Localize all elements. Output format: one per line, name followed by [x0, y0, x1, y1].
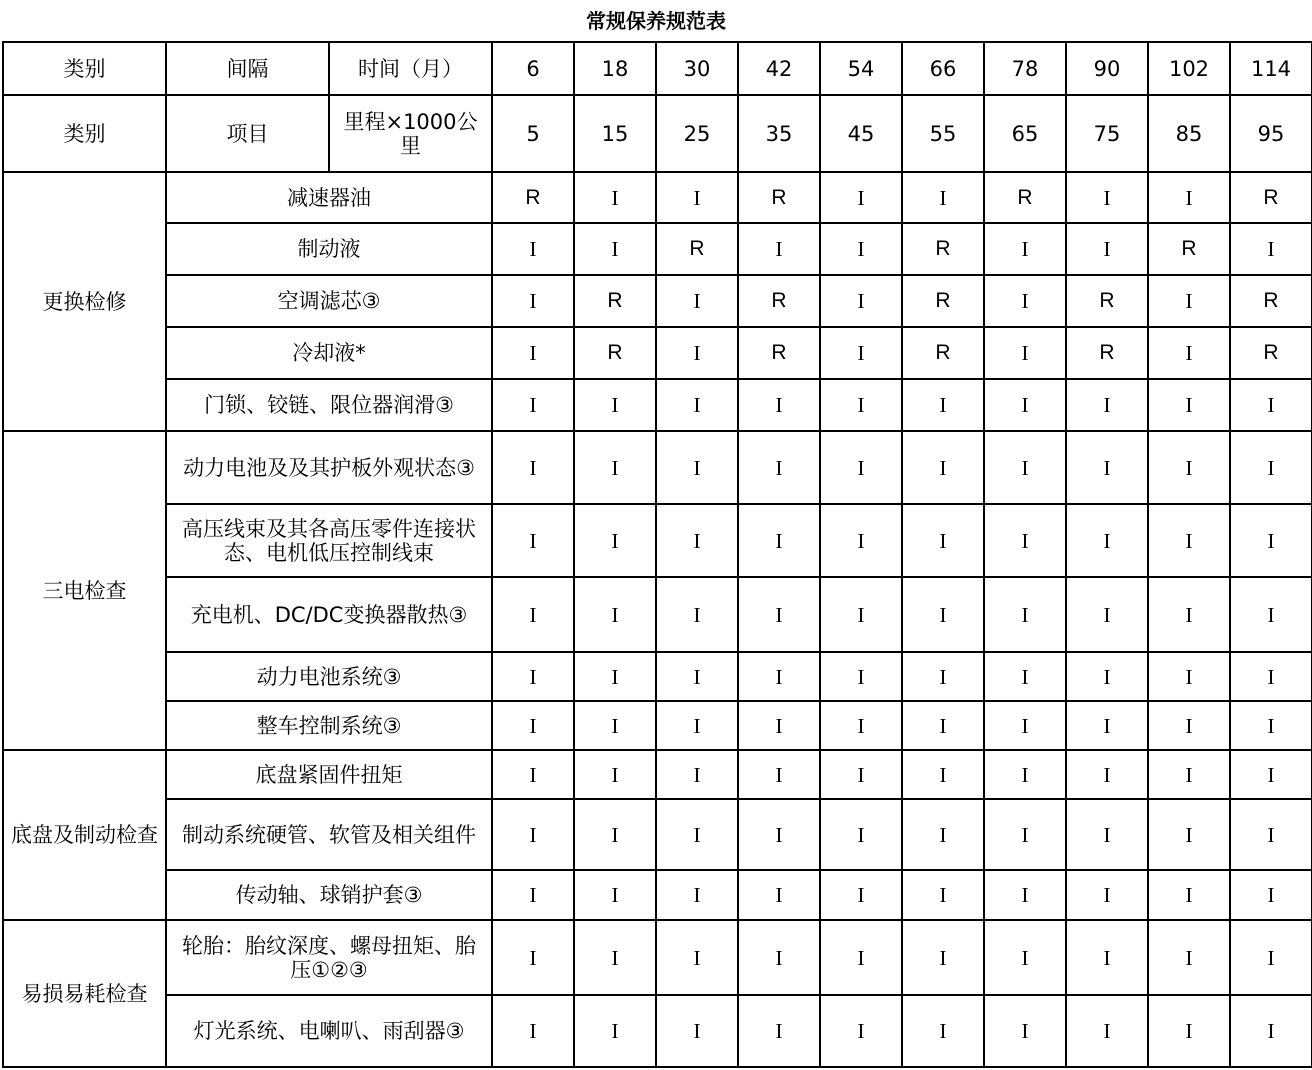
header-category-label: 类别: [3, 42, 166, 95]
mark-cell: I: [656, 431, 738, 504]
mark-cell: I: [574, 750, 656, 799]
mark-cell: I: [1148, 379, 1230, 431]
mark-cell: R: [902, 275, 984, 327]
header-interval-label: 项目: [166, 95, 329, 172]
mark-cell: R: [738, 327, 820, 379]
mark-cell: I: [902, 799, 984, 870]
table-row: [3, 870, 1312, 920]
mark-cell: I: [656, 379, 738, 431]
mark-cell: I: [1230, 870, 1312, 920]
header-interval-value: 55: [902, 95, 984, 172]
maintenance-table: [2, 41, 1312, 1068]
mark-cell: I: [574, 172, 656, 223]
header-row: [3, 42, 1312, 95]
mark-cell: I: [984, 275, 1066, 327]
mark-cell: I: [820, 701, 902, 750]
mark-cell: I: [902, 920, 984, 995]
mark-cell: I: [1230, 799, 1312, 870]
mark-cell: I: [1230, 504, 1312, 577]
mark-cell: I: [1230, 995, 1312, 1067]
table-row: [3, 652, 1312, 701]
mark-cell: I: [984, 577, 1066, 652]
item-cell: 减速器油: [166, 172, 492, 223]
mark-cell: I: [492, 379, 574, 431]
mark-cell: R: [902, 223, 984, 275]
mark-cell: I: [656, 327, 738, 379]
mark-cell: I: [902, 577, 984, 652]
table-row: [3, 995, 1312, 1067]
mark-cell: I: [984, 223, 1066, 275]
header-interval-value: 95: [1230, 95, 1312, 172]
mark-cell: I: [820, 870, 902, 920]
header-category-label: 类别: [3, 95, 166, 172]
header-time-label: 时间（月）: [329, 42, 492, 95]
table-row: [3, 750, 1312, 799]
mark-cell: I: [1148, 750, 1230, 799]
mark-cell: R: [574, 275, 656, 327]
mark-cell: I: [1148, 431, 1230, 504]
header-interval-value: 90: [1066, 42, 1148, 95]
mark-cell: I: [1148, 504, 1230, 577]
mark-cell: I: [492, 327, 574, 379]
mark-cell: R: [1148, 223, 1230, 275]
mark-cell: I: [1148, 577, 1230, 652]
mark-cell: I: [492, 870, 574, 920]
item-cell: 底盘紧固件扭矩: [166, 750, 492, 799]
mark-cell: I: [1066, 995, 1148, 1067]
mark-cell: I: [984, 701, 1066, 750]
mark-cell: I: [902, 701, 984, 750]
item-cell: 动力电池系统③: [166, 652, 492, 701]
item-cell: 冷却液*: [166, 327, 492, 379]
header-interval-value: 75: [1066, 95, 1148, 172]
mark-cell: I: [1066, 172, 1148, 223]
category-cell: 三电检查: [3, 431, 166, 750]
mark-cell: I: [1066, 652, 1148, 701]
header-interval-value: 35: [738, 95, 820, 172]
mark-cell: I: [492, 504, 574, 577]
mark-cell: I: [984, 750, 1066, 799]
mark-cell: I: [656, 275, 738, 327]
mark-cell: I: [738, 750, 820, 799]
mark-cell: R: [1066, 327, 1148, 379]
mark-cell: I: [820, 577, 902, 652]
mark-cell: I: [902, 431, 984, 504]
mark-cell: I: [1230, 701, 1312, 750]
header-interval-label: 间隔: [166, 42, 329, 95]
mark-cell: I: [492, 275, 574, 327]
mark-cell: I: [1230, 577, 1312, 652]
item-cell: 门锁、铰链、限位器润滑③: [166, 379, 492, 431]
header-interval-value: 66: [902, 42, 984, 95]
item-cell: 动力电池及及其护板外观状态③: [166, 431, 492, 504]
item-cell: 制动系统硬管、软管及相关组件: [166, 799, 492, 870]
table-row: [3, 327, 1312, 379]
header-interval-value: 65: [984, 95, 1066, 172]
mark-cell: I: [738, 920, 820, 995]
category-cell: 易损易耗检查: [3, 920, 166, 1067]
header-interval-value: 85: [1148, 95, 1230, 172]
header-interval-value: 45: [820, 95, 902, 172]
mark-cell: I: [984, 652, 1066, 701]
mark-cell: I: [656, 799, 738, 870]
header-interval-value: 78: [984, 42, 1066, 95]
mark-cell: I: [1148, 995, 1230, 1067]
item-cell: 传动轴、球销护套③: [166, 870, 492, 920]
mark-cell: I: [492, 431, 574, 504]
mark-cell: I: [820, 431, 902, 504]
mark-cell: I: [574, 431, 656, 504]
mark-cell: I: [1230, 223, 1312, 275]
mark-cell: I: [902, 172, 984, 223]
mark-cell: I: [1066, 223, 1148, 275]
mark-cell: I: [492, 750, 574, 799]
mark-cell: I: [656, 701, 738, 750]
mark-cell: I: [656, 652, 738, 701]
mark-cell: I: [902, 750, 984, 799]
header-interval-value: 54: [820, 42, 902, 95]
table-title: 常规保养规范表: [586, 9, 726, 33]
mark-cell: I: [492, 223, 574, 275]
header-interval-value: 5: [492, 95, 574, 172]
mark-cell: I: [820, 275, 902, 327]
mark-cell: I: [656, 870, 738, 920]
mark-cell: R: [902, 327, 984, 379]
mark-cell: I: [1066, 504, 1148, 577]
mark-cell: I: [492, 920, 574, 995]
mark-cell: I: [1066, 577, 1148, 652]
item-cell: 灯光系统、电喇叭、雨刮器③: [166, 995, 492, 1067]
header-interval-value: 25: [656, 95, 738, 172]
mark-cell: R: [1066, 275, 1148, 327]
header-interval-value: 18: [574, 42, 656, 95]
table-row: [3, 701, 1312, 750]
table-row: [3, 431, 1312, 504]
mark-cell: R: [738, 275, 820, 327]
header-interval-value: 42: [738, 42, 820, 95]
mark-cell: I: [820, 750, 902, 799]
table-row: [3, 275, 1312, 327]
mark-cell: I: [1066, 379, 1148, 431]
item-cell: 制动液: [166, 223, 492, 275]
mark-cell: I: [1148, 172, 1230, 223]
table-row: [3, 223, 1312, 275]
mark-cell: I: [574, 652, 656, 701]
mark-cell: I: [820, 995, 902, 1067]
mark-cell: I: [1230, 431, 1312, 504]
mark-cell: I: [1066, 870, 1148, 920]
header-interval-value: 114: [1230, 42, 1312, 95]
mark-cell: I: [820, 223, 902, 275]
mark-cell: R: [1230, 275, 1312, 327]
mark-cell: I: [492, 577, 574, 652]
mark-cell: R: [984, 172, 1066, 223]
table-row: [3, 799, 1312, 870]
header-interval-value: 6: [492, 42, 574, 95]
mark-cell: I: [1148, 275, 1230, 327]
mark-cell: R: [1230, 327, 1312, 379]
mark-cell: I: [820, 504, 902, 577]
mark-cell: I: [738, 223, 820, 275]
mark-cell: I: [492, 995, 574, 1067]
mark-cell: I: [574, 577, 656, 652]
item-cell: 轮胎：胎纹深度、螺母扭矩、胎压①②③: [166, 920, 492, 995]
mark-cell: I: [574, 223, 656, 275]
mark-cell: R: [656, 223, 738, 275]
mark-cell: I: [1066, 701, 1148, 750]
mark-cell: I: [984, 920, 1066, 995]
table-row: [3, 504, 1312, 577]
mark-cell: I: [1066, 431, 1148, 504]
mark-cell: I: [1230, 750, 1312, 799]
mark-cell: I: [574, 379, 656, 431]
mark-cell: I: [820, 172, 902, 223]
mark-cell: I: [656, 172, 738, 223]
mark-cell: I: [492, 701, 574, 750]
mark-cell: I: [1066, 799, 1148, 870]
header-mileage-label: 里程×1000公里: [329, 95, 492, 172]
mark-cell: I: [902, 995, 984, 1067]
mark-cell: I: [984, 504, 1066, 577]
mark-cell: I: [1066, 750, 1148, 799]
mark-cell: I: [902, 504, 984, 577]
table-row: [3, 577, 1312, 652]
item-cell: 高压线束及其各高压零件连接状态、电机低压控制线束: [166, 504, 492, 577]
mark-cell: I: [656, 995, 738, 1067]
mark-cell: I: [984, 995, 1066, 1067]
mark-cell: I: [1148, 652, 1230, 701]
mark-cell: I: [738, 431, 820, 504]
mark-cell: I: [738, 504, 820, 577]
mark-cell: I: [1066, 920, 1148, 995]
mark-cell: I: [656, 504, 738, 577]
mark-cell: I: [738, 799, 820, 870]
header-interval-value: 102: [1148, 42, 1230, 95]
category-cell: 更换检修: [3, 172, 166, 431]
mark-cell: I: [902, 379, 984, 431]
mark-cell: I: [902, 652, 984, 701]
mark-cell: I: [1148, 870, 1230, 920]
mark-cell: I: [738, 379, 820, 431]
mark-cell: I: [574, 995, 656, 1067]
mark-cell: I: [738, 870, 820, 920]
mark-cell: I: [656, 920, 738, 995]
header-row: [3, 95, 1312, 172]
mark-cell: I: [738, 701, 820, 750]
mark-cell: I: [738, 577, 820, 652]
mark-cell: I: [574, 799, 656, 870]
table-row: [3, 379, 1312, 431]
mark-cell: I: [656, 577, 738, 652]
mark-cell: R: [738, 172, 820, 223]
item-cell: 空调滤芯③: [166, 275, 492, 327]
item-cell: 整车控制系统③: [166, 701, 492, 750]
mark-cell: I: [984, 870, 1066, 920]
mark-cell: I: [820, 652, 902, 701]
item-cell: 充电机、DC/DC变换器散热③: [166, 577, 492, 652]
mark-cell: I: [984, 799, 1066, 870]
mark-cell: I: [902, 870, 984, 920]
mark-cell: I: [738, 995, 820, 1067]
header-interval-value: 30: [656, 42, 738, 95]
mark-cell: I: [1148, 920, 1230, 995]
mark-cell: I: [1148, 327, 1230, 379]
category-cell: 底盘及制动检查: [3, 750, 166, 920]
mark-cell: I: [1148, 799, 1230, 870]
table-row: [3, 920, 1312, 995]
mark-cell: I: [1230, 652, 1312, 701]
mark-cell: I: [738, 652, 820, 701]
mark-cell: I: [820, 920, 902, 995]
mark-cell: I: [984, 327, 1066, 379]
mark-cell: R: [492, 172, 574, 223]
mark-cell: I: [656, 750, 738, 799]
header-interval-value: 15: [574, 95, 656, 172]
mark-cell: I: [1230, 920, 1312, 995]
mark-cell: R: [574, 327, 656, 379]
mark-cell: I: [492, 799, 574, 870]
mark-cell: I: [574, 920, 656, 995]
mark-cell: I: [984, 431, 1066, 504]
mark-cell: I: [492, 652, 574, 701]
mark-cell: I: [820, 327, 902, 379]
mark-cell: I: [1148, 701, 1230, 750]
mark-cell: I: [574, 504, 656, 577]
mark-cell: I: [820, 379, 902, 431]
mark-cell: R: [1230, 172, 1312, 223]
mark-cell: I: [574, 870, 656, 920]
table-row: [3, 172, 1312, 223]
mark-cell: I: [574, 701, 656, 750]
mark-cell: I: [984, 379, 1066, 431]
mark-cell: I: [820, 799, 902, 870]
mark-cell: I: [1230, 379, 1312, 431]
